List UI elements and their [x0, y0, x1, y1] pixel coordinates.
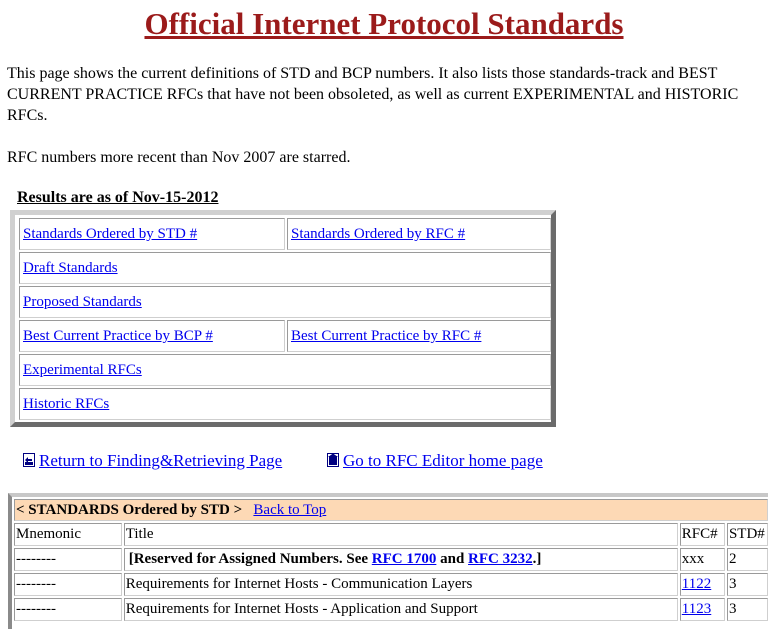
reserved-text-b: and: [436, 551, 469, 567]
column-header-row: [14, 523, 768, 546]
col-rfc: RFC#: [680, 523, 725, 546]
table-row-reserved: [14, 548, 768, 571]
cell-rfc: [680, 573, 725, 596]
link-draft-standards[interactable]: Draft Standards: [23, 260, 118, 276]
table-row: [14, 573, 768, 596]
return-finding-link[interactable]: [23, 451, 282, 471]
link-rfc-1700[interactable]: RFC 1700: [371, 551, 437, 567]
results-heading: Results are as of Nov-15-2012: [17, 189, 219, 206]
cell-rfc: [680, 598, 725, 621]
nav-cell-std-by-rfc: [287, 218, 551, 250]
rfc-editor-home-label: Go to RFC Editor home page: [343, 451, 543, 470]
home-page-icon: [327, 453, 339, 467]
return-finding-label: Return to Finding&Retrieving Page: [39, 451, 283, 470]
intro-paragraph: This page shows the current definitions of STD and BCP numbers. It also lists those standards-track and BEST CURRENT PRACTICE RFCs that have not been obsoleted, as well as current EXPERIMENTAL and HISTORIC RFCs.: [7, 65, 739, 124]
section-header-row: [14, 499, 768, 521]
cell-mnemonic: --------: [14, 573, 122, 596]
cell-title: Requirements for Internet Hosts - Communication Layers: [124, 573, 678, 596]
col-mnemonic: Mnemonic: [14, 523, 122, 546]
nav-cell-draft: [19, 252, 551, 284]
return-arrow-icon: [23, 453, 35, 467]
cell-std: 2: [727, 548, 768, 571]
page-title: Official Internet Protocol Standards: [144, 6, 624, 41]
link-rfc-number[interactable]: 1122: [681, 576, 712, 592]
standards-nav-table: [10, 210, 556, 427]
nav-cell-proposed: [19, 286, 551, 318]
cell-title-reserved: [124, 548, 678, 571]
col-title: Title: [124, 523, 678, 546]
col-std: STD#: [727, 523, 768, 546]
link-experimental-rfcs[interactable]: Experimental RFCs: [23, 362, 142, 378]
nav-cell-bcp-by-bcp: [19, 320, 285, 352]
cell-std: 3: [727, 573, 768, 596]
link-historic-rfcs[interactable]: Historic RFCs: [23, 396, 110, 412]
nav-cell-std-by-std: [19, 218, 285, 250]
link-standards-by-rfc[interactable]: Standards Ordered by RFC #: [291, 226, 466, 242]
link-standards-by-std[interactable]: Standards Ordered by STD #: [23, 226, 198, 242]
link-bcp-by-bcp[interactable]: Best Current Practice by BCP #: [23, 328, 213, 344]
cell-title: Requirements for Internet Hosts - Application and Support: [124, 598, 678, 621]
reserved-text-c: .]: [532, 551, 542, 567]
link-rfc-3232[interactable]: RFC 3232: [468, 551, 533, 567]
cell-rfc: xxx: [680, 548, 725, 571]
link-proposed-standards[interactable]: Proposed Standards: [23, 294, 142, 310]
section-header-cell: [14, 499, 768, 521]
table-row: [14, 598, 768, 621]
starred-note: RFC numbers more recent than Nov 2007 are starred.: [7, 149, 351, 166]
cell-mnemonic: --------: [14, 548, 122, 571]
cell-std: 3: [727, 598, 768, 621]
rfc-editor-home-link[interactable]: [327, 451, 543, 471]
cell-mnemonic: --------: [14, 598, 122, 621]
nav-cell-bcp-by-rfc: [287, 320, 551, 352]
nav-cell-experimental: [19, 354, 551, 386]
standards-by-std-table: [8, 493, 768, 629]
link-rfc-number[interactable]: 1123: [681, 601, 712, 617]
link-bcp-by-rfc[interactable]: Best Current Practice by RFC #: [291, 328, 482, 344]
section-title: < STANDARDS Ordered by STD >: [16, 501, 243, 518]
reserved-text-a: [Reserved for Assigned Numbers. See: [128, 551, 372, 567]
nav-cell-historic: [19, 388, 551, 420]
back-to-top-link[interactable]: Back to Top: [253, 501, 327, 518]
